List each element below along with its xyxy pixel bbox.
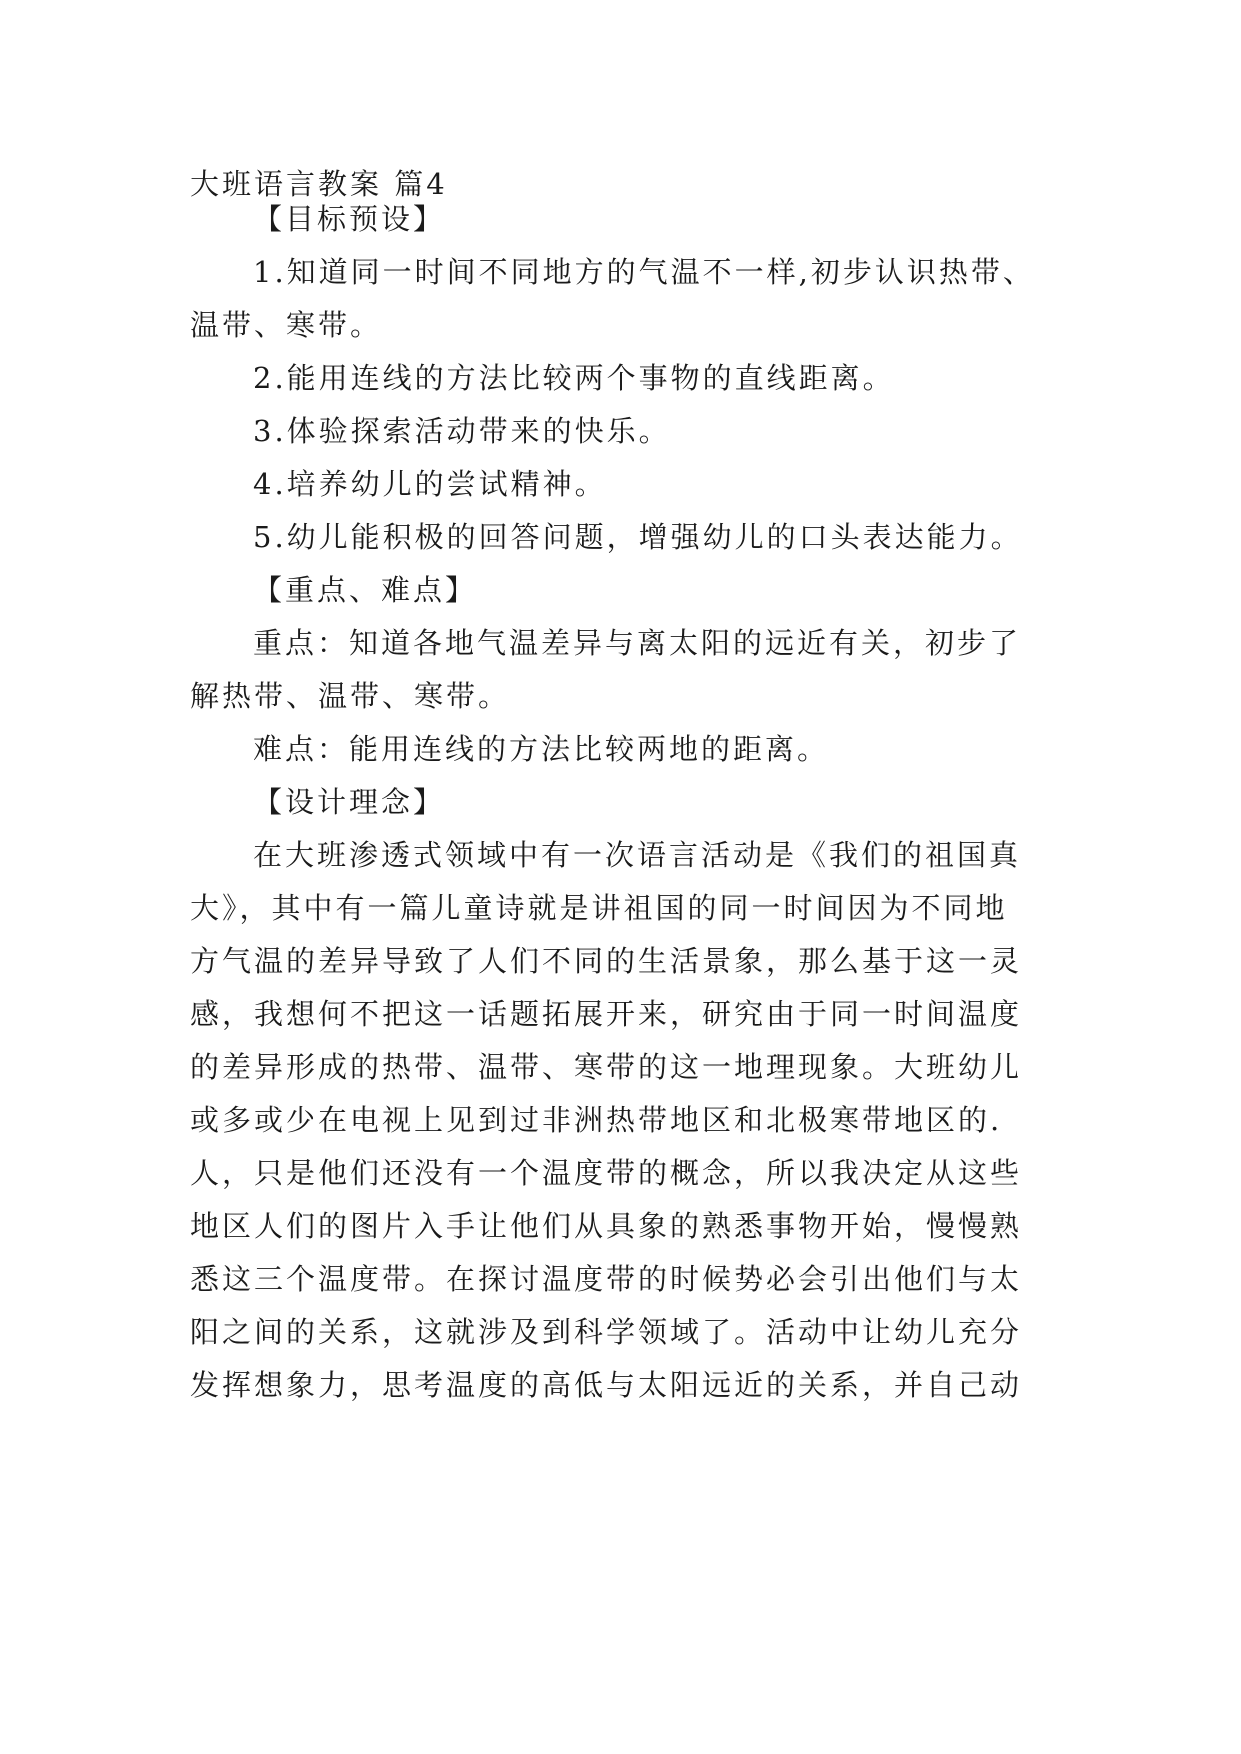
key-point-paragraph: 重点：知道各地气温差异与离太阳的远近有关，初步了 [253,626,1022,660]
section-heading-design: 【设计理念】 [253,785,446,819]
design-paragraph-line: 方气温的差异导致了人们不同的生活景象，那么基于这一灵 [190,944,1023,978]
goal-item-1: 1.知道同一时间不同地方的气温不一样,初步认识热带、 [253,255,1035,289]
section-heading-key-points: 【重点、难点】 [253,573,478,607]
design-paragraph-line: 人，只是他们还没有一个温度带的概念，所以我决定从这些 [190,1156,1023,1190]
key-point-paragraph-continued: 解热带、温带、寒带。 [190,679,511,713]
goal-item-4: 4.培养幼儿的尝试精神。 [253,467,607,501]
design-paragraph-line: 感，我想何不把这一话题拓展开来，研究由于同一时间温度 [190,997,1023,1031]
design-paragraph-line: 在大班渗透式领域中有一次语言活动是《我们的祖国真 [253,838,1022,872]
design-paragraph-line: 阳之间的关系，这就涉及到科学领域了。活动中让幼儿充分 [190,1315,1023,1349]
goal-item-3: 3.体验探索活动带来的快乐。 [253,414,671,448]
goal-item-1-continued: 温带、寒带。 [190,308,383,342]
design-paragraph-line: 发挥想象力，思考温度的高低与太阳远近的关系，并自己动 [190,1368,1023,1402]
design-paragraph-line: 悉这三个温度带。在探讨温度带的时候势必会引出他们与太 [190,1262,1023,1296]
difficulty-paragraph: 难点：能用连线的方法比较两地的距离。 [253,732,830,766]
document-title: 大班语言教案 篇4 [190,167,448,201]
design-paragraph-line: 大》，其中有一篇儿童诗就是讲祖国的同一时间因为不同地 [190,891,1008,925]
goal-item-2: 2.能用连线的方法比较两个事物的直线距离。 [253,361,895,395]
design-paragraph-line: 的差异形成的热带、温带、寒带的这一地理现象。大班幼儿 [190,1050,1023,1084]
design-paragraph-line: 或多或少在电视上见到过非洲热带地区和北极寒带地区的. [190,1103,1003,1137]
goal-item-5: 5.幼儿能积极的回答问题，增强幼儿的口头表达能力。 [253,520,1023,554]
section-heading-goals: 【目标预设】 [253,202,446,236]
design-paragraph-line: 地区人们的图片入手让他们从具象的熟悉事物开始，慢慢熟 [190,1209,1023,1243]
